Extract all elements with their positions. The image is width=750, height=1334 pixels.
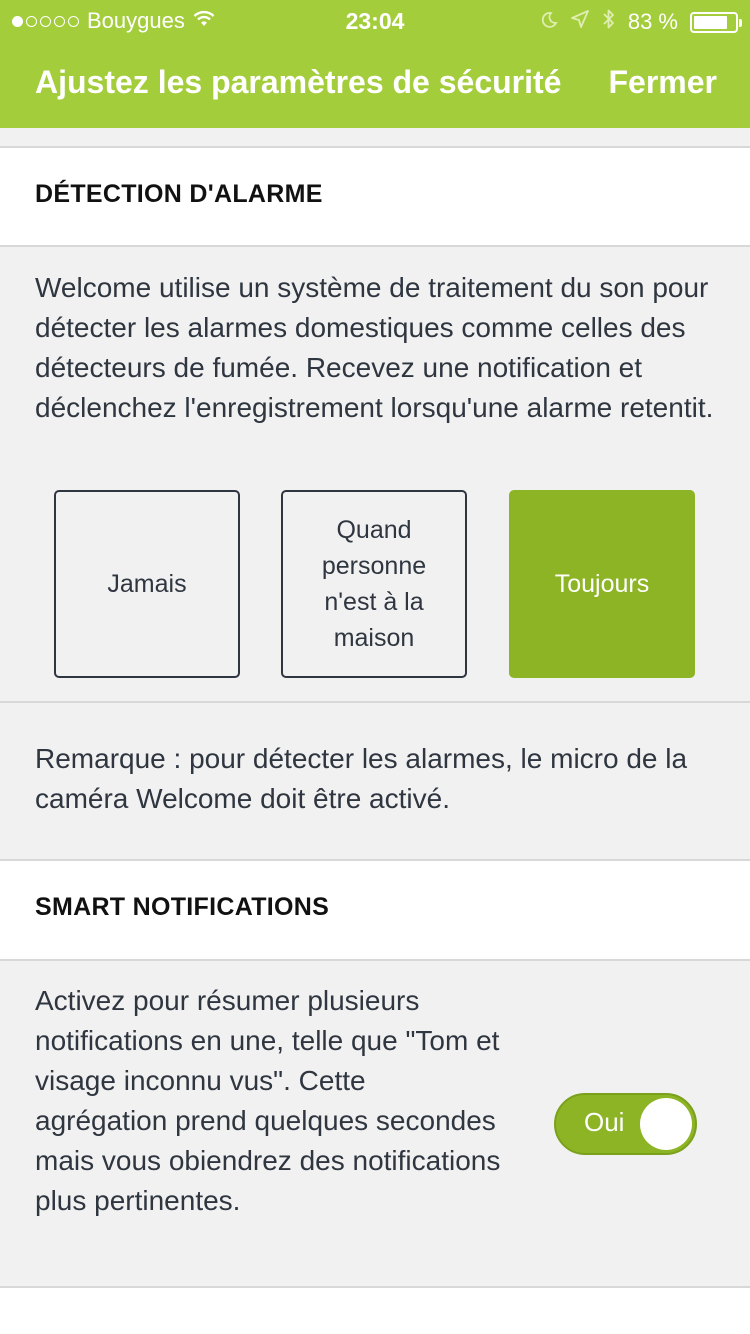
close-button[interactable]: Fermer <box>608 64 717 100</box>
moon-icon <box>540 9 558 35</box>
divider <box>0 701 750 703</box>
clock: 23:04 <box>345 8 405 34</box>
battery-percent: 83 % <box>627 9 678 34</box>
page-title: Ajustez les paramètres de sécurité <box>35 64 562 100</box>
alarm-description: Welcome utilise un système de traitement du son pour détecter les alarmes domestiques comme celles des détecteurs de fumée. Recevez une notification et déclenchez l'enregistrement lorsqu'une alarme retentit. <box>35 272 714 423</box>
battery-icon <box>690 12 738 33</box>
header <box>0 0 750 128</box>
option-nobody-home[interactable]: Quand personne n'est à la maison <box>281 490 467 678</box>
section-title-alarm: DÉTECTION D'ALARME <box>35 180 323 208</box>
bluetooth-icon <box>602 8 616 36</box>
location-icon <box>570 9 590 35</box>
alarm-note: Remarque : pour détecter les alarmes, le micro de la caméra Welcome doit être activé. <box>35 743 688 814</box>
section-title-smart-notifications: SMART NOTIFICATIONS <box>35 893 330 921</box>
nav-bar <box>0 56 750 114</box>
status-bar <box>0 0 750 42</box>
previous-section-edge <box>0 128 750 148</box>
option-always[interactable]: Toujours <box>509 490 695 678</box>
toggle-knob <box>640 1098 692 1150</box>
toggle-label: Oui <box>584 1107 625 1137</box>
carrier-name: Bouygues <box>87 8 185 33</box>
smart-notifications-toggle[interactable] <box>554 1093 697 1155</box>
smart-notifications-description: Activez pour résumer plusieurs notifications en une, telle que "Tom et visage inconnu vus". Cette agrégation prend quelques secondes mais vous obiendrez des notifications plus pertinentes. <box>35 985 501 1216</box>
option-never[interactable]: Jamais <box>54 490 240 678</box>
